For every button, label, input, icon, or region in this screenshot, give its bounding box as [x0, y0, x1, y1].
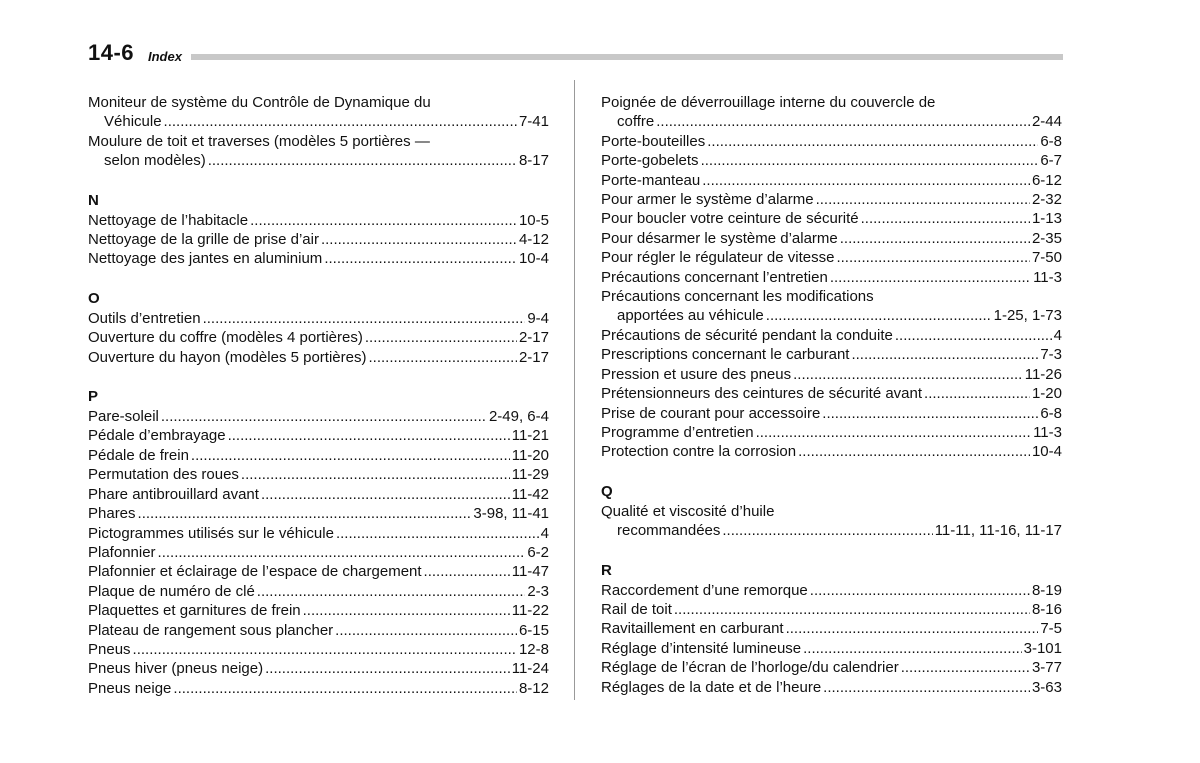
index-entry: [88, 93, 549, 132]
dot-leader: [250, 211, 517, 230]
page-reference: 6-7: [1040, 152, 1062, 170]
page-reference: 2-49, 6-4: [488, 408, 549, 426]
entry-line: [88, 348, 549, 367]
entry-line: [601, 306, 1062, 325]
entry-text: recommandées: [617, 522, 721, 540]
dot-leader: [895, 326, 1052, 345]
page-reference: 1-13: [1031, 210, 1062, 228]
entry-text: Pédale d’embrayage: [88, 427, 226, 445]
page-reference: 11-24: [511, 660, 549, 678]
index-section: [601, 93, 1062, 462]
entry-text: Ouverture du coffre (modèles 4 portières): [88, 329, 363, 347]
index-entry: [601, 581, 1062, 600]
entry-text: Précautions concernant les modifications: [601, 288, 874, 306]
entry-line: [88, 93, 549, 112]
index-entry: [88, 524, 549, 543]
entry-line: [88, 659, 549, 678]
entry-line: [88, 249, 549, 268]
entry-text: Précautions concernant l’entretien: [601, 268, 828, 286]
entry-line: [88, 211, 549, 230]
dot-leader: [786, 619, 1039, 638]
index-entry: [601, 171, 1062, 190]
dot-leader: [257, 582, 526, 601]
page-reference: 7-3: [1040, 346, 1062, 364]
page-header: [88, 40, 1063, 66]
entry-text: Plaquettes et garnitures de frein: [88, 602, 301, 620]
entry-line: [601, 287, 1062, 306]
dot-leader: [810, 581, 1030, 600]
entry-line: [601, 190, 1062, 209]
index-entry: [601, 365, 1062, 384]
index-entry: [88, 562, 549, 581]
entry-line: [601, 639, 1062, 658]
page-reference: 8-19: [1031, 581, 1062, 599]
page-reference: 11-3: [1033, 423, 1062, 441]
entry-text: Pneus: [88, 640, 131, 658]
page-reference: 11-42: [511, 485, 549, 503]
entry-text: Poignée de déverrouillage interne du couvercle de: [601, 94, 936, 111]
dot-leader: [321, 230, 517, 249]
entry-text: Pour armer le système d’alarme: [601, 191, 814, 209]
index-entry: [601, 132, 1062, 151]
page-reference: 6-2: [527, 543, 549, 561]
page-reference: 10-5: [518, 211, 549, 229]
page-reference: 11-22: [511, 602, 549, 620]
entry-line: [88, 230, 549, 249]
entry-text: Ouverture du hayon (modèles 5 portières): [88, 348, 367, 366]
index-entry: [88, 132, 549, 171]
section-letter: O: [88, 289, 100, 307]
entry-text: Prétensionneurs des ceintures de sécurité avant: [601, 385, 923, 403]
dot-leader: [901, 658, 1030, 677]
dot-leader: [164, 112, 517, 131]
dot-leader: [336, 524, 539, 543]
index-entry: [88, 485, 549, 504]
page-reference: 1-25, 1-73: [993, 307, 1062, 325]
entry-text: Pare-soleil: [88, 408, 159, 426]
entry-text: Prise de courant pour accessoire: [601, 404, 821, 422]
dot-leader: [335, 621, 517, 640]
page-number: 14-6: [88, 40, 135, 65]
entry-line: [601, 521, 1062, 540]
index-entry: [601, 209, 1062, 228]
page-reference: 9-4: [527, 309, 549, 327]
index-column-left: [88, 93, 549, 698]
index-entry: [88, 679, 549, 698]
index-entry: [88, 640, 549, 659]
entry-line: [88, 426, 549, 445]
page-reference: 12-8: [518, 640, 549, 658]
dot-leader: [766, 306, 992, 325]
index-entry: [601, 93, 1062, 132]
entry-line: [601, 345, 1062, 364]
index-section: [88, 191, 549, 269]
index-entry: [601, 442, 1062, 461]
entry-text: Pour désarmer le système d’alarme: [601, 229, 838, 247]
index-entry: [88, 426, 549, 445]
index-entry: [601, 404, 1062, 423]
entry-text: Moulure de toit et traverses (modèles 5 portières —: [88, 132, 430, 150]
header-rule: [191, 54, 1063, 60]
index-entry: [88, 348, 549, 367]
entry-line: [88, 132, 549, 151]
entry-line: [88, 151, 549, 170]
dot-leader: [861, 209, 1030, 228]
dot-leader: [851, 345, 1038, 364]
entry-text: Véhicule: [104, 113, 162, 131]
dot-leader: [707, 132, 1038, 151]
entry-text: Pour boucler votre ceinture de sécurité: [601, 210, 859, 228]
dot-leader: [191, 446, 510, 465]
column-divider: [574, 80, 575, 700]
page-reference: 8-12: [518, 679, 549, 697]
dot-leader: [822, 404, 1038, 423]
dot-leader: [830, 268, 1031, 287]
entry-text: Pneus hiver (pneus neige): [88, 660, 264, 678]
entry-text: Pictogrammes utilisés sur le véhicule: [88, 524, 334, 542]
index-entry: [601, 639, 1062, 658]
entry-text: coffre: [617, 113, 655, 131]
entry-line: [88, 485, 549, 504]
dot-leader: [793, 365, 1023, 384]
section-letter: P: [88, 388, 99, 406]
entry-text: Pression et usure des pneus: [601, 365, 792, 383]
entry-text: Réglage d’intensité lumineuse: [601, 639, 802, 657]
entry-text: Protection contre la corrosion: [601, 443, 797, 461]
page-reference: 7-41: [518, 113, 549, 131]
entry-text: Pneus neige: [88, 679, 172, 697]
page-reference: 11-26: [1024, 365, 1062, 383]
section-letter: Q: [601, 482, 613, 500]
dot-leader: [158, 543, 526, 562]
entry-text: Outils d’entretien: [88, 309, 201, 327]
page-reference: 2-3: [527, 582, 549, 600]
dot-leader: [803, 639, 1021, 658]
index-entry: [88, 621, 549, 640]
dot-leader: [816, 190, 1030, 209]
index-entry: [601, 190, 1062, 209]
page-reference: 3-98, 11-41: [473, 505, 549, 523]
entry-text: Porte-manteau: [601, 171, 701, 189]
dot-leader: [924, 384, 1030, 403]
entry-text: Phare antibrouillard avant: [88, 485, 259, 503]
page-reference: 3-63: [1031, 678, 1062, 696]
entry-text: Phares: [88, 505, 136, 523]
dot-leader: [324, 249, 517, 268]
entry-line: [88, 543, 549, 562]
dot-leader: [722, 521, 932, 540]
index-entry: [601, 326, 1062, 345]
page-reference: 4: [1053, 326, 1062, 344]
index-entry: [601, 502, 1062, 541]
dot-leader: [261, 485, 510, 504]
page-reference: 2-17: [518, 329, 549, 347]
page-reference: 3-77: [1031, 659, 1062, 677]
dot-leader: [365, 328, 517, 347]
dot-leader: [133, 640, 517, 659]
page-reference: 1-20: [1031, 385, 1062, 403]
entry-line: [88, 407, 549, 426]
entry-text: Moniteur de système du Contrôle de Dynamique du: [88, 94, 431, 111]
dot-leader: [228, 426, 510, 445]
index-entry: [88, 659, 549, 678]
dot-leader: [424, 562, 510, 581]
dot-leader: [823, 678, 1030, 697]
entry-line: [601, 93, 1062, 112]
entry-text: Qualité et viscosité d’huile: [601, 502, 775, 520]
entry-line: [601, 209, 1062, 228]
entry-text: Nettoyage de la grille de prise d’air: [88, 231, 319, 249]
dot-leader: [203, 309, 526, 328]
entry-line: [601, 151, 1062, 170]
page-reference: 11-29: [511, 466, 549, 484]
entry-line: [88, 465, 549, 484]
dot-leader: [241, 465, 510, 484]
entry-text: Porte-bouteilles: [601, 132, 706, 150]
entry-line: [88, 621, 549, 640]
page-reference: 11-21: [511, 427, 549, 445]
page-reference: 8-17: [518, 152, 549, 170]
index-entry: [601, 345, 1062, 364]
page-reference: 11-3: [1033, 268, 1062, 286]
page-reference: 2-44: [1031, 113, 1062, 131]
entry-line: [88, 601, 549, 620]
index-entry: [88, 407, 549, 426]
entry-line: [601, 268, 1062, 287]
index-entry: [601, 423, 1062, 442]
page-reference: 11-47: [511, 563, 549, 581]
page-reference: 11-20: [511, 446, 549, 464]
dot-leader: [368, 348, 516, 367]
index-entry: [88, 211, 549, 230]
entry-text: Permutation des roues: [88, 466, 239, 484]
dot-leader: [265, 659, 510, 678]
dot-leader: [836, 248, 1030, 267]
entry-text: Prescriptions concernant le carburant: [601, 346, 850, 364]
dot-leader: [161, 407, 487, 426]
index-column-right: [601, 93, 1062, 697]
section-letter: N: [88, 191, 99, 209]
dot-leader: [702, 171, 1030, 190]
entry-line: [601, 600, 1062, 619]
entry-line: [88, 582, 549, 601]
entry-line: [601, 619, 1062, 638]
entry-text: Plafonnier et éclairage de l’espace de chargement: [88, 563, 422, 581]
entry-line: [601, 678, 1062, 697]
entry-line: [601, 404, 1062, 423]
entry-line: [601, 384, 1062, 403]
entry-line: [601, 112, 1062, 131]
dot-leader: [656, 112, 1030, 131]
entry-text: Ravitaillement en carburant: [601, 620, 784, 638]
page-reference: 7-5: [1040, 620, 1062, 638]
entry-line: [601, 229, 1062, 248]
index-entry: [601, 248, 1062, 267]
entry-text: Plaque de numéro de clé: [88, 582, 255, 600]
entry-line: [601, 581, 1062, 600]
index-entry: [88, 543, 549, 562]
entry-text: Programme d’entretien: [601, 423, 754, 441]
index-entry: [601, 287, 1062, 326]
dot-leader: [208, 151, 517, 170]
entry-text: Réglages de la date et de l’heure: [601, 678, 822, 696]
page-reference: 2-35: [1031, 229, 1062, 247]
entry-text: Rail de toit: [601, 600, 672, 618]
entry-line: [601, 423, 1062, 442]
entry-line: [88, 640, 549, 659]
entry-line: [601, 502, 1062, 521]
entry-line: [601, 132, 1062, 151]
page-reference: 3-101: [1023, 639, 1062, 657]
index-section: [88, 387, 549, 698]
page-reference: 4-12: [518, 231, 549, 249]
page-reference: 2-32: [1031, 191, 1062, 209]
dot-leader: [840, 229, 1030, 248]
entry-text: Porte-gobelets: [601, 152, 699, 170]
section-title: Index: [148, 49, 182, 64]
index-entry: [88, 504, 549, 523]
index-entry: [88, 465, 549, 484]
index-section: [601, 482, 1062, 541]
section-letter: R: [601, 561, 612, 579]
dot-leader: [674, 600, 1030, 619]
index-entry: [601, 268, 1062, 287]
index-entry: [88, 328, 549, 347]
dot-leader: [303, 601, 510, 620]
entry-line: [88, 504, 549, 523]
index-entry: [601, 384, 1062, 403]
entry-line: [601, 171, 1062, 190]
index-entry: [88, 230, 549, 249]
entry-text: Plateau de rangement sous plancher: [88, 621, 334, 639]
dot-leader: [798, 442, 1030, 461]
index-entry: [601, 151, 1062, 170]
entry-text: Pour régler le régulateur de vitesse: [601, 249, 835, 267]
index-entry: [601, 600, 1062, 619]
entry-text: Nettoyage de l’habitacle: [88, 211, 249, 229]
entry-text: Précautions de sécurité pendant la conduite: [601, 326, 893, 344]
entry-text: Raccordement d’une remorque: [601, 581, 808, 599]
entry-text: apportées au véhicule: [617, 307, 764, 325]
entry-text: selon modèles): [104, 152, 206, 170]
page-reference: 6-8: [1040, 132, 1062, 150]
dot-leader: [756, 423, 1032, 442]
index-entry: [601, 658, 1062, 677]
page-reference: 6-8: [1040, 404, 1062, 422]
dot-leader: [138, 504, 472, 523]
dot-leader: [701, 151, 1039, 170]
entry-line: [88, 446, 549, 465]
entry-line: [88, 328, 549, 347]
entry-text: Pédale de frein: [88, 446, 189, 464]
entry-line: [601, 365, 1062, 384]
index-entry: [601, 229, 1062, 248]
entry-line: [601, 658, 1062, 677]
index-entry: [88, 446, 549, 465]
index-section: [88, 289, 549, 367]
page-reference: 10-4: [1031, 443, 1062, 461]
entry-text: Plafonnier: [88, 543, 156, 561]
entry-line: [601, 442, 1062, 461]
entry-line: [88, 112, 549, 131]
index-entry: [601, 619, 1062, 638]
page-reference: 7-50: [1031, 249, 1062, 267]
page-reference: 6-15: [518, 621, 549, 639]
page-reference: 10-4: [518, 250, 549, 268]
page-reference: 4: [540, 524, 549, 542]
entry-text: Réglage de l’écran de l’horloge/du calendrier: [601, 659, 899, 677]
index-entry: [88, 249, 549, 268]
page-reference: 8-16: [1031, 600, 1062, 618]
page-reference: 2-17: [518, 348, 549, 366]
index-section: [88, 93, 549, 171]
index-section: [601, 561, 1062, 697]
dot-leader: [173, 679, 517, 698]
page-reference: 11-11, 11-16, 11-17: [934, 522, 1062, 540]
entry-line: [88, 309, 549, 328]
index-entry: [601, 678, 1062, 697]
entry-line: [601, 248, 1062, 267]
entry-line: [88, 562, 549, 581]
entry-line: [601, 326, 1062, 345]
entry-line: [88, 524, 549, 543]
index-entry: [88, 582, 549, 601]
index-entry: [88, 601, 549, 620]
entry-text: Nettoyage des jantes en aluminium: [88, 250, 323, 268]
index-entry: [88, 309, 549, 328]
page-reference: 6-12: [1031, 171, 1062, 189]
entry-line: [88, 679, 549, 698]
